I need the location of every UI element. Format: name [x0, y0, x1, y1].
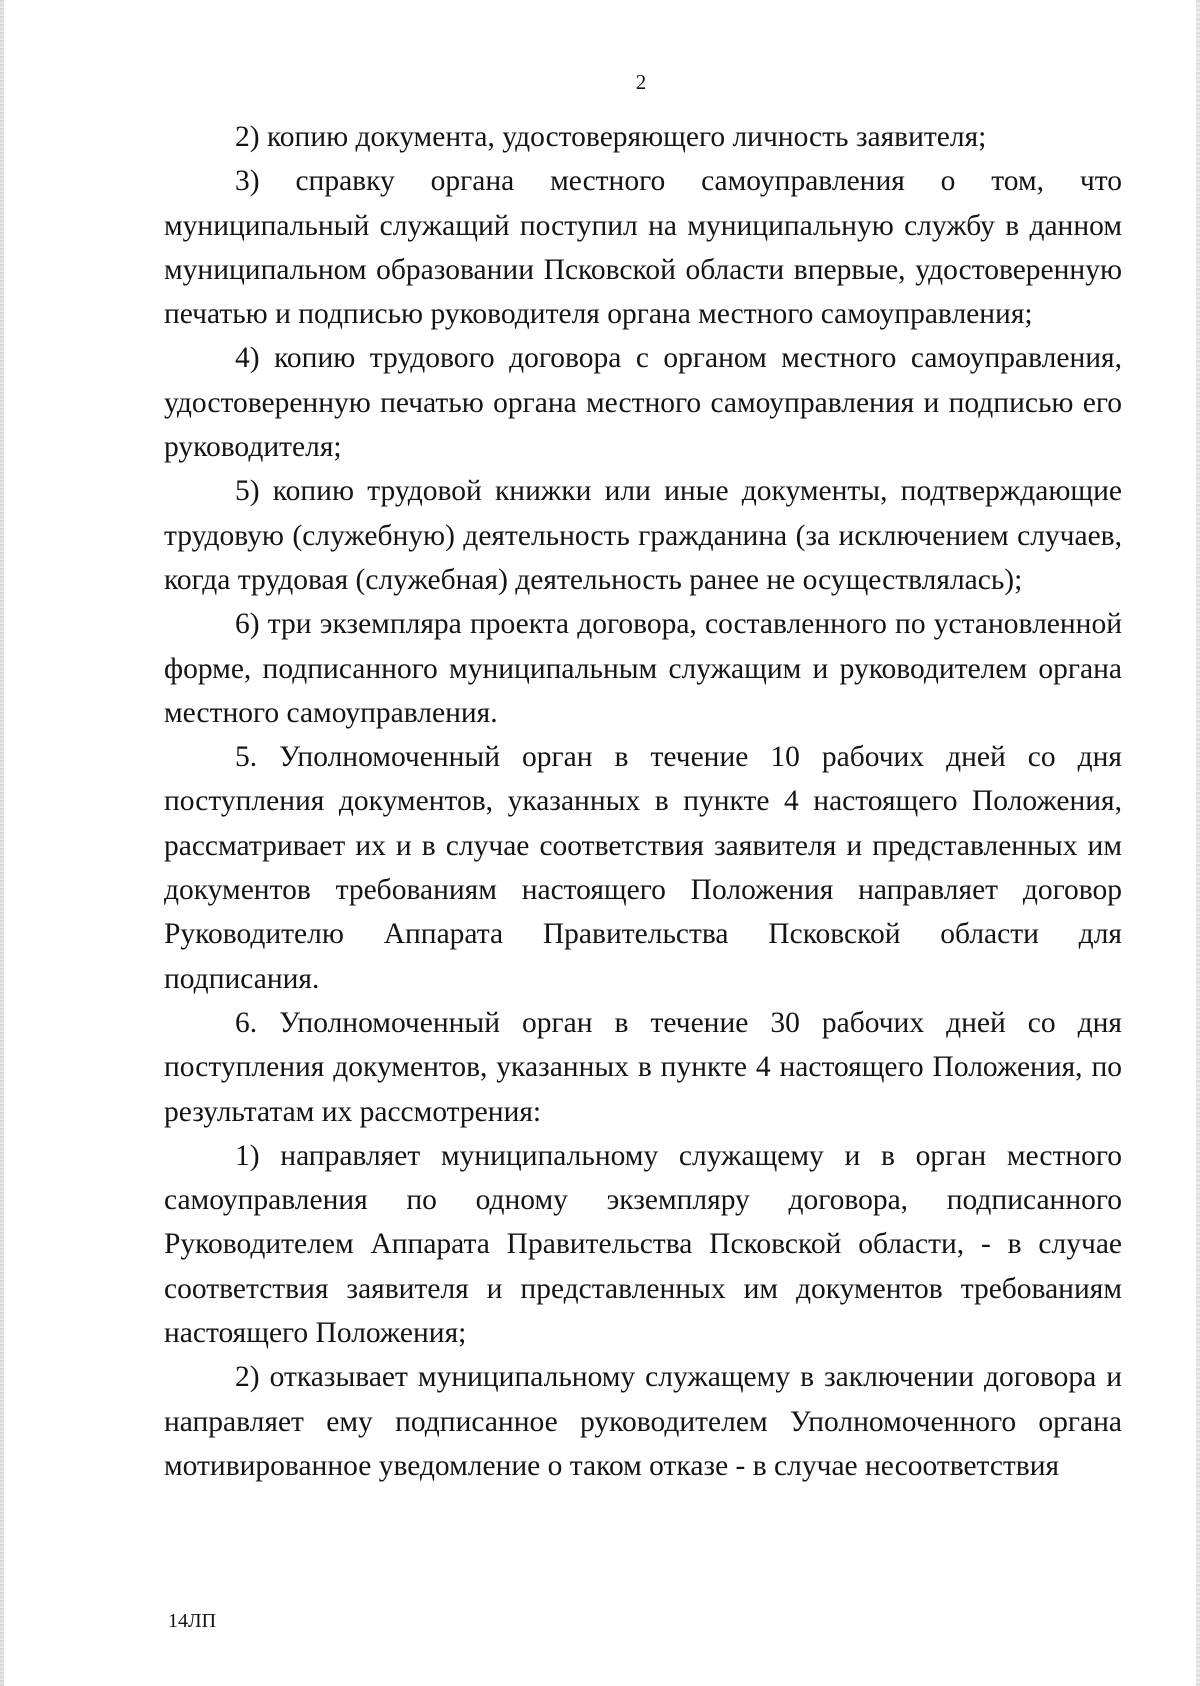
document-body [164, 115, 1122, 1488]
paragraph-item-4-employment-contract-copy: 4) копию трудового договора с органом местного самоуправления, удостоверенную печатью органа местного самоуправления и подписью его руководителя; [164, 342, 1122, 464]
footer-document-code: 14ЛП [168, 1610, 217, 1632]
scan-edge-right [1196, 0, 1200, 1686]
paragraph-item-2-passport-copy: 2) копию документа, удостоверяющего личность заявителя; [235, 121, 987, 153]
paragraph-subclause-1: 1) направляет муниципальному служащему и в орган местного самоуправления по одному экземпляру договора, подписанного Руководителем Аппарата Правительства Псковской области, - в случае соответствия заявителя и представленных им документов требованиям настоящего Положения; [164, 1139, 1122, 1350]
page-number: 2 [635, 70, 647, 94]
paragraph-subclause-2: 2) отказывает муниципальному служащему в заключении договора и направляет ему подписанное руководителем Уполномоченного органа мотивированное уведомление о таком отказе - в случае несоответствия [164, 1361, 1122, 1482]
scan-edge-left [0, 0, 4, 1686]
paragraph-item-3-local-authority-certificate: 3) справку органа местного самоуправления о том, что муниципальный служащий поступил на муниципальную службу в данном муниципальном образовании Псковской области впервые, удостоверенную печатью и подписью руководителя органа местного самоуправления; [164, 165, 1122, 331]
paragraph-clause-6: 6. Уполномоченный орган в течение 30 рабочих дней со дня поступления документов, указанных в пункте 4 настоящего Положения, по результатам их рассмотрения: [164, 1006, 1122, 1128]
paragraph-clause-5: 5. Уполномоченный орган в течение 10 рабочих дней со дня поступления документов, указанных в пункте 4 настоящего Положения, рассматривает их и в случае соответствия заявителя и представленных им документов требованиям настоящего Положения направляет договор Руководителю Аппарата Правительства Псковской области для подписания. [164, 741, 1122, 995]
paragraph-item-5-workbook-copy: 5) копию трудовой книжки или иные документы, подтверждающие трудовую (служебную) деятельность гражданина (за исключением случаев, когда трудовая (служебная) деятельность ранее не осуществлялась); [164, 475, 1122, 596]
paragraph-item-6-contract-draft-copies: 6) три экземпляра проекта договора, составленного по установленной форме, подписанного муниципальным служащим и руководителем органа местного самоуправления. [164, 608, 1122, 729]
